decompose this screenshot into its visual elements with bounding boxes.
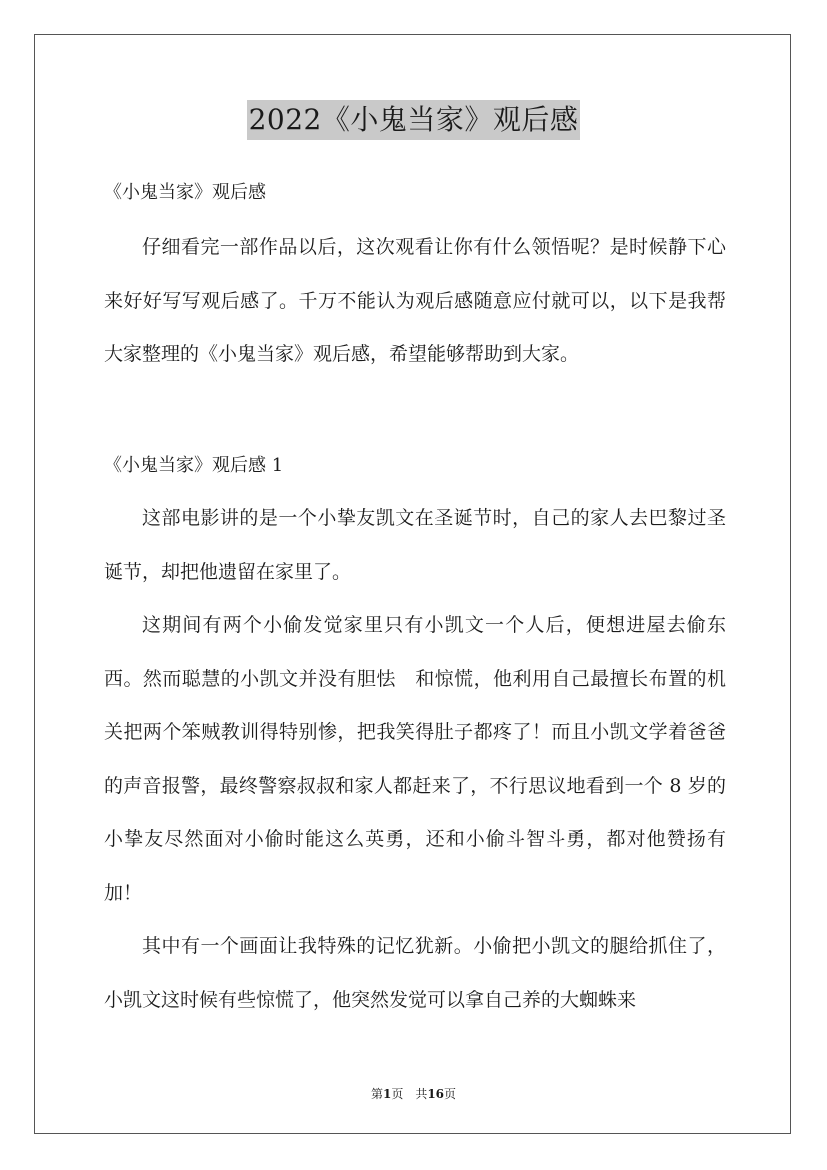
body-paragraph: 其中有一个画面让我特殊的记忆犹新。小偷把小凯文的腿给抓住了，小凯文这时候有些惊慌了，他突然发觉可以拿自己养的大蜘蛛来 [104, 935, 726, 1011]
intro-paragraph: 仔细看完一部作品以后，这次观看让你有什么领悟呢？是时候静下心来好好写写观后感了。千万不能认为观后感随意应付就可以，以下是我帮大家整理的《小鬼当家》观后感，希望能够帮助到大家。 [104, 236, 726, 365]
footer-suffix: 页 [444, 1087, 457, 1101]
footer-mid: 页 共 [391, 1087, 428, 1101]
document-subtitle: 《小鬼当家》观后感 [104, 182, 266, 203]
current-page-number: 1 [382, 1087, 392, 1101]
title-container [0, 100, 827, 140]
page-footer [0, 1086, 827, 1102]
section-heading: 《小鬼当家》观后感 1 [104, 455, 284, 476]
body-paragraph: 这部电影讲的是一个小挚友凯文在圣诞节时，自己的家人去巴黎过圣诞节，却把他遗留在家里了。 [104, 507, 726, 583]
document-title: 2022《小鬼当家》观后感 [247, 100, 581, 140]
body-paragraph: 这期间有两个小偷发觉家里只有小凯文一个人后，便想进屋去偷东西。然而聪慧的小凯文并没有胆怯 和惊慌，他利用自己最擅长布置的机关把两个笨贼教训得特别惨，把我笑得肚子都疼了！而且小凯文学着爸爸的声音报警，最终警察叔叔和家人都赶来了，不行思议地看到一个 8 岁的小挚友尽然面对小偷时能这么英勇，还和小偷斗智斗勇，都对他赞扬有加！ [104, 614, 726, 904]
footer-prefix: 第 [370, 1087, 383, 1101]
total-pages-number: 16 [427, 1087, 445, 1101]
